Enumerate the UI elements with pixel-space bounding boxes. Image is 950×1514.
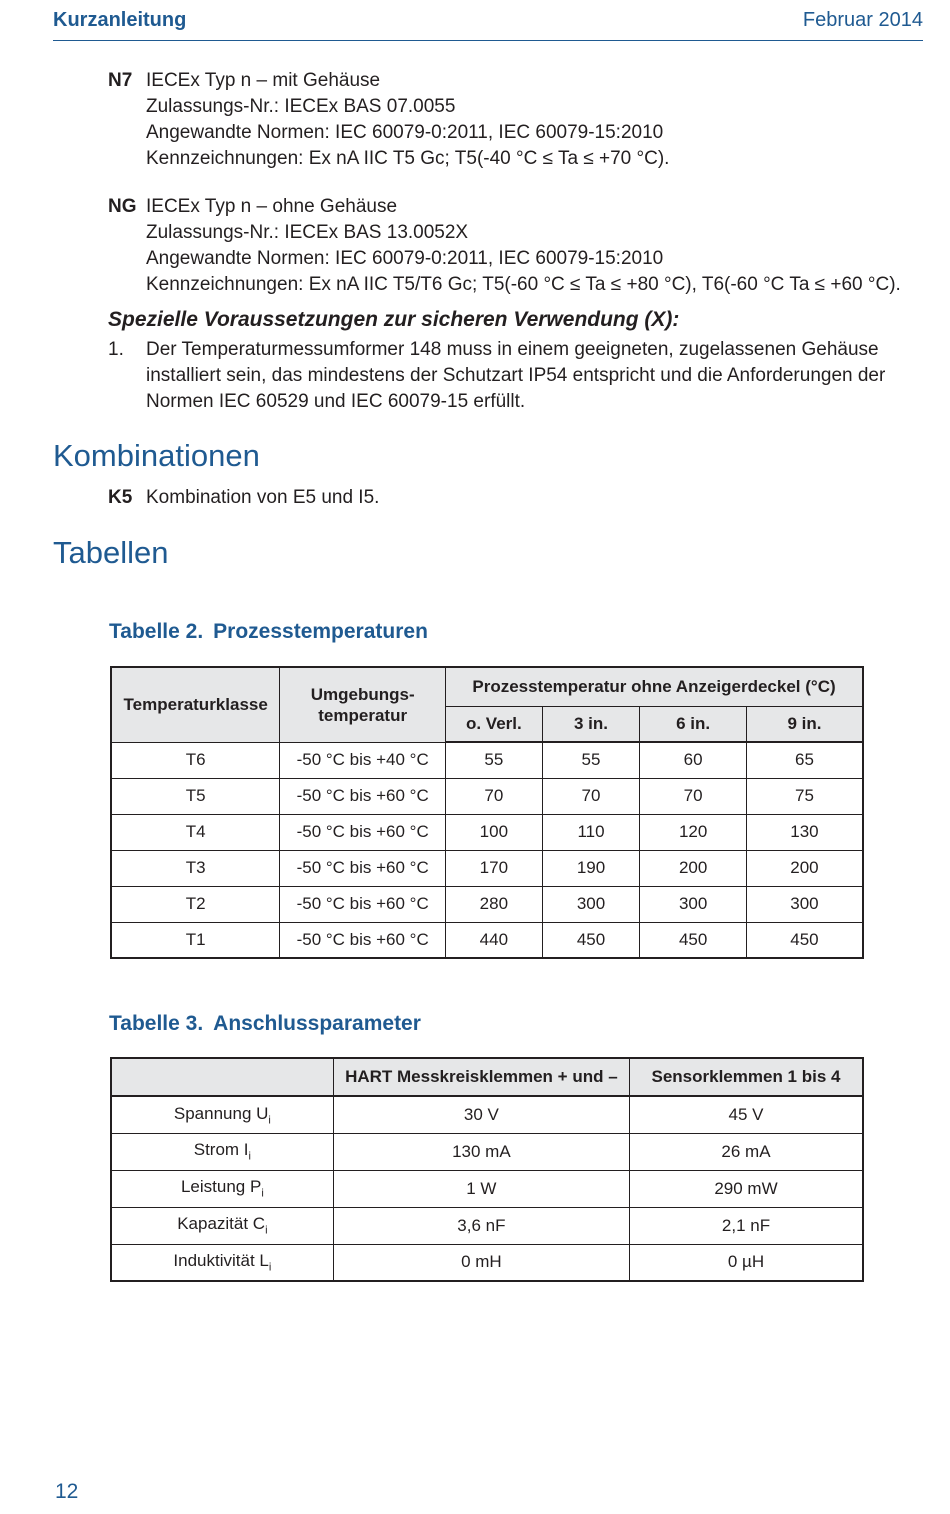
cell: T1 bbox=[111, 922, 280, 958]
cell: 450 bbox=[746, 922, 863, 958]
cell: 190 bbox=[542, 850, 640, 886]
cell: 70 bbox=[446, 778, 543, 814]
cell: 3,6 nF bbox=[333, 1207, 629, 1244]
cell: 450 bbox=[640, 922, 747, 958]
row-label: Induktivität L bbox=[173, 1251, 269, 1271]
row-label-subscript: i bbox=[261, 1187, 264, 1200]
cert-line: Angewandte Normen: IEC 60079-0:2011, IEC 60079-15:2010 bbox=[146, 248, 664, 269]
table-row bbox=[111, 922, 863, 958]
cert-line: Zulassungs-Nr.: IECEx BAS 07.0055 bbox=[146, 96, 456, 117]
cell: 130 mA bbox=[333, 1133, 629, 1170]
header-temperaturklasse: Temperaturklasse bbox=[111, 667, 280, 742]
cell: T2 bbox=[111, 886, 280, 922]
cell: -50 °C bis +60 °C bbox=[280, 850, 446, 886]
cell: 70 bbox=[542, 778, 640, 814]
cell: 450 bbox=[542, 922, 640, 958]
cell: -50 °C bis +40 °C bbox=[280, 742, 446, 778]
row-label-subscript: i bbox=[268, 1113, 271, 1126]
table-row bbox=[111, 1244, 863, 1281]
cell: 200 bbox=[746, 850, 863, 886]
header-prozesstemperatur: Prozesstemperatur ohne Anzeigerdeckel (°C) bbox=[446, 667, 864, 706]
special-conditions-title: Spezielle Voraussetzungen zur sicheren Verwendung (X): bbox=[108, 308, 680, 331]
connection-parameters-table bbox=[110, 1057, 864, 1282]
cell: 2,1 nF bbox=[630, 1207, 864, 1244]
table-row bbox=[111, 778, 863, 814]
subheader-o-verl: o. Verl. bbox=[446, 706, 543, 742]
cell: T6 bbox=[111, 742, 280, 778]
row-label: Strom I bbox=[193, 1140, 249, 1160]
header-title: Kurzanleitung bbox=[53, 9, 187, 31]
header-date: Februar 2014 bbox=[802, 9, 923, 31]
cell: 26 mA bbox=[630, 1133, 864, 1170]
row-label: Spannung U bbox=[173, 1103, 269, 1123]
kombination-k5 bbox=[108, 485, 379, 511]
row-label: Kapazität C bbox=[177, 1214, 266, 1234]
header-umgebungstemperatur: Umgebungs- temperatur bbox=[280, 667, 446, 742]
item-text: Der Temperaturmessumformer 148 muss in einem geeigneten, zugelassenen Gehäuse installiert sein, das mindestens der Schutzart IP54 entspricht und die Anforderungen der Normen IEC 60529 und IEC 60079-15 erfüllt. bbox=[146, 339, 886, 412]
page-number: 12 bbox=[55, 1480, 79, 1503]
table-row bbox=[111, 886, 863, 922]
table3-number: Tabelle 3. bbox=[109, 1012, 204, 1035]
cell: 1 W bbox=[333, 1170, 629, 1207]
table2-title bbox=[109, 620, 428, 644]
table-row bbox=[111, 850, 863, 886]
table3-title bbox=[109, 1012, 421, 1036]
cell: -50 °C bis +60 °C bbox=[280, 814, 446, 850]
cell: 55 bbox=[542, 742, 640, 778]
tabellen-heading: Tabellen bbox=[53, 535, 169, 570]
kombination-text: Kombination von E5 und I5. bbox=[146, 487, 380, 508]
kombination-code: K5 bbox=[108, 487, 133, 508]
cell: -50 °C bis +60 °C bbox=[280, 778, 446, 814]
cert-line: Kennzeichnungen: Ex nA IIC T5 Gc; T5(-40 °C ≤ Ta ≤ +70 °C). bbox=[146, 148, 670, 169]
cell: 0 µH bbox=[630, 1244, 864, 1281]
row-label-subscript: i bbox=[265, 1224, 268, 1237]
table-row bbox=[111, 1133, 863, 1170]
cell: 30 V bbox=[333, 1096, 629, 1133]
cert-line: IECEx Typ n – mit Gehäuse bbox=[146, 70, 381, 91]
header-empty bbox=[111, 1058, 333, 1096]
cell: 300 bbox=[746, 886, 863, 922]
table-row bbox=[111, 742, 863, 778]
kombinationen-heading: Kombinationen bbox=[53, 438, 260, 473]
cert-line: Zulassungs-Nr.: IECEx BAS 13.0052X bbox=[146, 222, 469, 243]
cell: 0 mH bbox=[333, 1244, 629, 1281]
cell: T3 bbox=[111, 850, 280, 886]
cell: 170 bbox=[446, 850, 543, 886]
cell: 65 bbox=[746, 742, 863, 778]
cell: 440 bbox=[446, 922, 543, 958]
cell: 120 bbox=[640, 814, 747, 850]
cell: 300 bbox=[542, 886, 640, 922]
cell: 70 bbox=[640, 778, 747, 814]
table2-name: Prozesstemperaturen bbox=[213, 620, 428, 643]
table3-name: Anschlussparameter bbox=[213, 1012, 421, 1035]
cell: 45 V bbox=[630, 1096, 864, 1133]
subheader-3in: 3 in. bbox=[542, 706, 640, 742]
subheader-9in: 9 in. bbox=[746, 706, 863, 742]
header-hart: HART Messkreisklemmen + und – bbox=[333, 1058, 629, 1096]
cert-line: Kennzeichnungen: Ex nA IIC T5/T6 Gc; T5(-60 °C ≤ Ta ≤ +80 °C), T6(-60 °C Ta ≤ +60 °C). bbox=[146, 274, 901, 295]
table-row bbox=[111, 1170, 863, 1207]
cell: 55 bbox=[446, 742, 543, 778]
row-label-subscript: i bbox=[248, 1150, 251, 1163]
table-row bbox=[111, 814, 863, 850]
cell: 300 bbox=[640, 886, 747, 922]
cell: 290 mW bbox=[630, 1170, 864, 1207]
cell: T4 bbox=[111, 814, 280, 850]
cert-code: N7 bbox=[108, 70, 133, 91]
process-temperature-table bbox=[110, 666, 864, 959]
cell: T5 bbox=[111, 778, 280, 814]
subheader-6in: 6 in. bbox=[640, 706, 747, 742]
table-row bbox=[111, 1096, 863, 1133]
cell: 130 bbox=[746, 814, 863, 850]
cert-line: Angewandte Normen: IEC 60079-0:2011, IEC 60079-15:2010 bbox=[146, 122, 664, 143]
cell: 100 bbox=[446, 814, 543, 850]
row-label-subscript: i bbox=[268, 1261, 272, 1274]
row-label: Leistung P bbox=[180, 1177, 262, 1197]
page-header bbox=[53, 6, 923, 41]
item-number: 1. bbox=[108, 339, 124, 360]
cell: 110 bbox=[542, 814, 640, 850]
cell: 280 bbox=[446, 886, 543, 922]
cell: -50 °C bis +60 °C bbox=[280, 922, 446, 958]
cert-line: IECEx Typ n – ohne Gehäuse bbox=[146, 196, 398, 217]
cell: -50 °C bis +60 °C bbox=[280, 886, 446, 922]
cert-code: NG bbox=[108, 196, 137, 217]
table2-number: Tabelle 2. bbox=[109, 620, 204, 643]
cell: 200 bbox=[640, 850, 747, 886]
cell: 60 bbox=[640, 742, 747, 778]
table-row bbox=[111, 1207, 863, 1244]
cell: 75 bbox=[746, 778, 863, 814]
header-sensor: Sensorklemmen 1 bis 4 bbox=[630, 1058, 864, 1096]
